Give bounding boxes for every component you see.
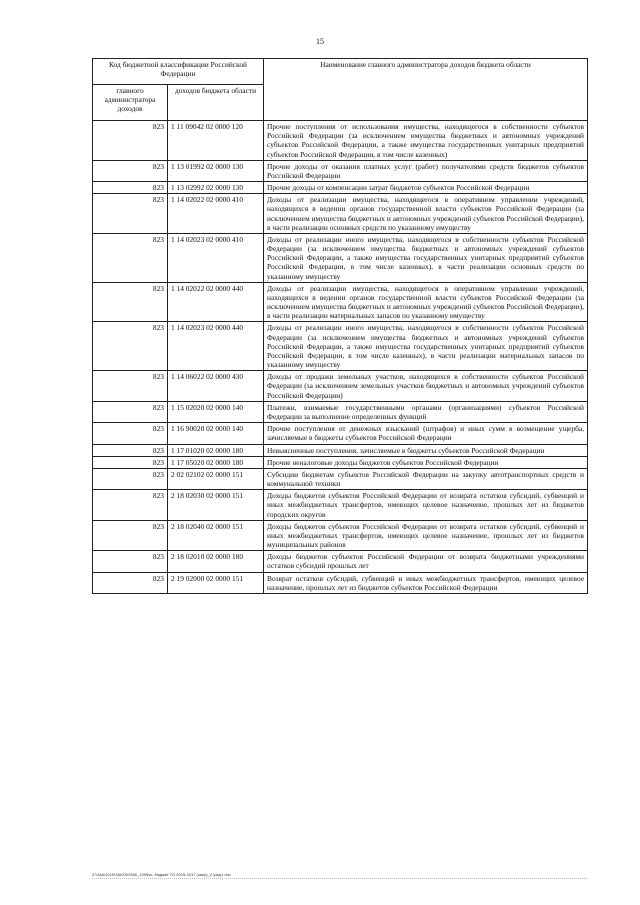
income-code-cell: 1 14 02022 02 0000 440 — [168, 282, 264, 322]
income-name-cell: Доходы бюджетов субъектов Российской Федерации от возврата остатков субсидий, субвенций и иных межбюджетных трансфертов, имеющих целевое назначение, прошлых лет из бюджетов муниципальных районов — [264, 520, 588, 551]
header-administrator-name: Наименование главного администратора доходов бюджета области — [264, 59, 588, 121]
admin-code-cell: 823 — [93, 322, 168, 371]
income-code-cell: 1 17 05020 02 0000 180 — [168, 456, 264, 468]
admin-code-cell: 823 — [93, 468, 168, 489]
income-code-cell: 2 19 02000 02 0000 151 — [168, 572, 264, 593]
income-code-cell: 1 11 09042 02 0000 120 — [168, 121, 264, 161]
income-name-cell: Невыясненные поступления, зачисляемые в бюджеты субъектов Российской Федерации — [264, 444, 588, 456]
footer-rule — [92, 878, 587, 879]
table-row — [93, 456, 588, 468]
income-code-cell: 2 18 02040 02 0000 151 — [168, 520, 264, 551]
table-row — [93, 444, 588, 456]
income-code-cell: 1 16 90020 02 0000 140 — [168, 423, 264, 444]
admin-code-cell: 823 — [93, 182, 168, 194]
table-row — [93, 401, 588, 422]
income-name-cell: Доходы от реализации имущества, находящегося в оперативном управлении учреждений, находящихся в ведении органов государственной власти субъектов Российской Федерации (за исключением имущества бюджетных и автономных учреждений субъектов Российской Федерации), в части реализации материальных запасов по указанному имуществу — [264, 282, 588, 322]
table-row — [93, 121, 588, 161]
income-name-cell: Прочие доходы от компенсации затрат бюджетов субъектов Российской Федерации — [264, 182, 588, 194]
table-row — [93, 322, 588, 371]
table-row — [93, 194, 588, 234]
admin-code-cell: 823 — [93, 444, 168, 456]
table-row — [93, 572, 588, 593]
income-code-cell: 1 15 02020 02 0000 140 — [168, 401, 264, 422]
income-name-cell: Прочие доходы от оказания платных услуг (работ) получателями средств бюджетов субъектов Российской Федерации — [264, 160, 588, 181]
income-code-cell: 2 18 02030 02 0000 151 — [168, 490, 264, 521]
table-row — [93, 490, 588, 521]
income-code-cell: 2 18 02010 02 0000 180 — [168, 551, 264, 572]
income-code-cell: 1 14 02023 02 0000 440 — [168, 322, 264, 371]
income-name-cell: Доходы бюджетов субъектов Российской Федерации от возврата остатков субсидий, субвенций и иных межбюджетных трансфертов, имеющих целевое назначение, прошлых лет из бюджетов городских округов — [264, 490, 588, 521]
table-row — [93, 371, 588, 402]
header-income-code: доходов бюджета области — [168, 85, 264, 121]
table-row — [93, 468, 588, 489]
table-row — [93, 160, 588, 181]
admin-code-cell: 823 — [93, 423, 168, 444]
income-code-cell: 1 13 02992 02 0000 130 — [168, 182, 264, 194]
income-name-cell: Возврат остатков субсидий, субвенций и иных межбюджетных трансфертов, имеющих целевое назначение, прошлых лет из бюджетов субъектов Российской Федерации — [264, 572, 588, 593]
admin-code-cell: 823 — [93, 520, 168, 551]
table-row — [93, 282, 588, 322]
income-name-cell: Прочие поступления от денежных взысканий (штрафов) и иных сумм в возмещение ущерба, зачисляемые в бюджеты субъектов Российской Федерации — [264, 423, 588, 444]
admin-code-cell: 823 — [93, 371, 168, 402]
header-main-administrator: главного администратора доходов — [93, 85, 168, 121]
admin-code-cell: 823 — [93, 572, 168, 593]
income-code-cell: 1 14 06022 02 0000 430 — [168, 371, 264, 402]
admin-code-cell: 823 — [93, 121, 168, 161]
admin-code-cell: 823 — [93, 194, 168, 234]
income-administrators-table — [92, 58, 588, 594]
admin-code-cell: 823 — [93, 233, 168, 282]
admin-code-cell: 823 — [93, 456, 168, 468]
income-name-cell: Доходы от продажи земельных участков, находящихся в собственности субъектов Российской Федерации (за исключением земельных участков бюджетных и автономных учреждений субъектов Российской Федерации) — [264, 371, 588, 402]
footer-file-path: Z:\ЗАК\2015\ЗАКОН\ЗАК_1995\ю. бюджет ТО 2015-2017 (запр)_2 \ред1.doc — [92, 872, 231, 877]
income-name-cell: Доходы от реализации иного имущества, находящегося в собственности субъектов Российской Федерации (за исключением имущества бюджетных и автономных учреждений субъектов Российской Федерации, а также имущества государственных унитарных предприятий субъектов Российской Федерации, в том числе казенных), в части реализации материальных запасов по указанному имуществу — [264, 322, 588, 371]
income-code-cell: 1 13 01992 02 0000 130 — [168, 160, 264, 181]
income-name-cell: Прочие неналоговые доходы бюджетов субъектов Российской Федерации — [264, 456, 588, 468]
table-row — [93, 423, 588, 444]
admin-code-cell: 823 — [93, 490, 168, 521]
table-row — [93, 233, 588, 282]
header-budget-classification: Код бюджетной классификации Российской Федерации — [93, 59, 264, 85]
table-row — [93, 520, 588, 551]
admin-code-cell: 823 — [93, 282, 168, 322]
admin-code-cell: 823 — [93, 551, 168, 572]
income-code-cell: 1 14 02022 02 0000 410 — [168, 194, 264, 234]
income-code-cell: 1 17 01020 02 0000 180 — [168, 444, 264, 456]
page-number: 15 — [316, 37, 324, 46]
income-name-cell: Платежи, взимаемые государственными органами (организациями) субъектов Российской Федерации за выполнение определенных функций — [264, 401, 588, 422]
admin-code-cell: 823 — [93, 160, 168, 181]
income-name-cell: Прочие поступления от использования имущества, находящегося в собственности субъектов Российской Федерации (за исключением имущества бюджетных и автономных учреждений субъектов Российской Федерации, а также имущества государственных унитарных предприятий субъектов Российской Федерации, в том числе казенных) — [264, 121, 588, 161]
income-name-cell: Доходы от реализации иного имущества, находящегося в собственности субъектов Российской Федерации (за исключением имущества бюджетных и автономных учреждений субъектов Российской Федерации, а также имущества государственных унитарных предприятий субъектов Российской Федерации, в том числе казенных), в части реализации основных средств по указанному имуществу — [264, 233, 588, 282]
income-name-cell: Субсидии бюджетам субъектов Российской Федерации на закупку автотранспортных средств и коммунальной техники — [264, 468, 588, 489]
admin-code-cell: 823 — [93, 401, 168, 422]
income-name-cell: Доходы от реализации имущества, находящегося в оперативном управлении учреждений, находящихся в ведении органов государственной власти субъектов Российской Федерации (за исключением имущества бюджетных и автономных учреждений субъектов Российской Федерации), в части реализации основных средств по указанному имуществу — [264, 194, 588, 234]
table-row — [93, 551, 588, 572]
income-name-cell: Доходы бюджетов субъектов Российской Федерации от возврата бюджетными учреждениями остатков субсидий прошлых лет — [264, 551, 588, 572]
income-code-cell: 1 14 02023 02 0000 410 — [168, 233, 264, 282]
income-code-cell: 2 02 02102 02 0000 151 — [168, 468, 264, 489]
table-row — [93, 182, 588, 194]
